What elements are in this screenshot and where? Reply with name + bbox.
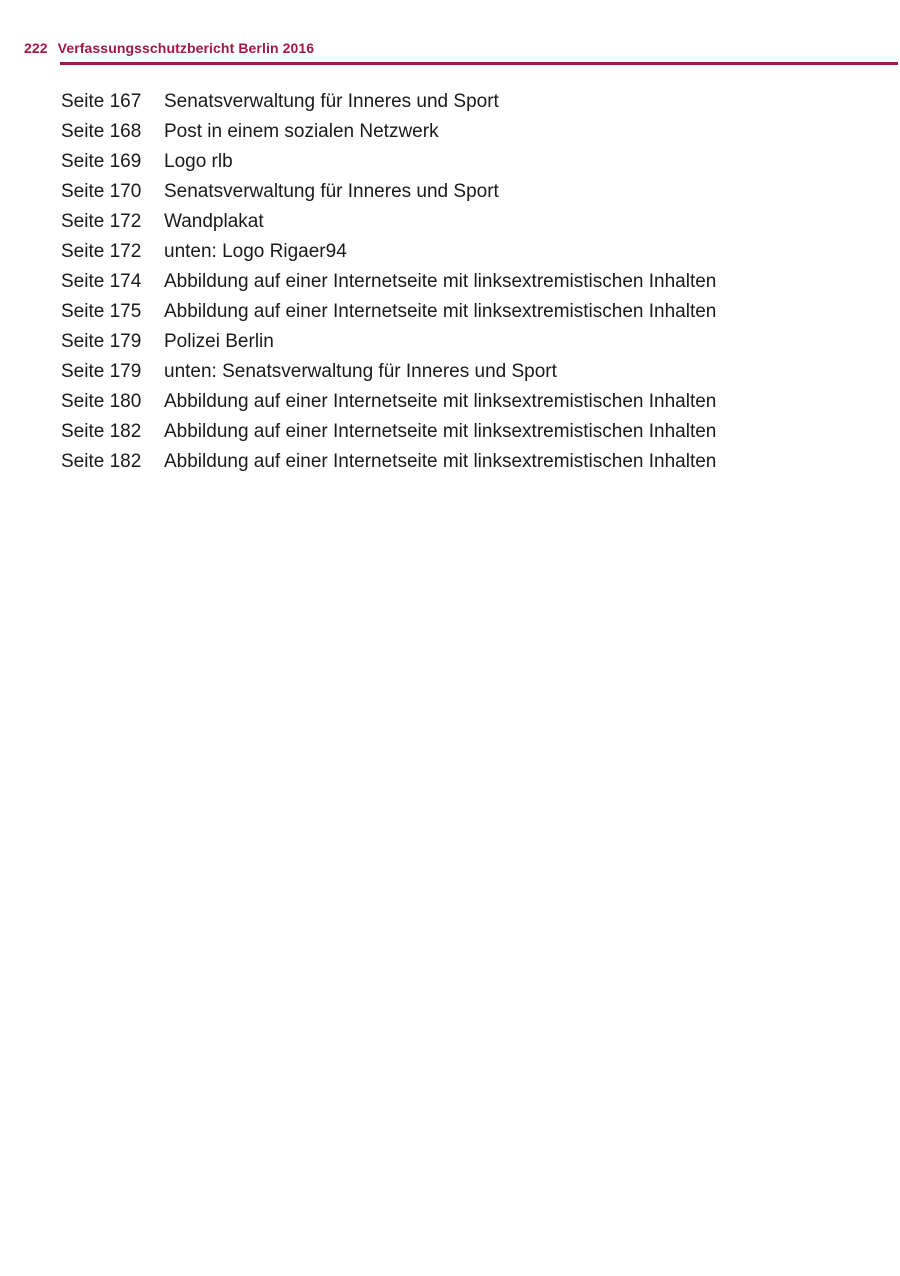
image-credits-list: [61, 87, 861, 477]
credit-row: [61, 387, 861, 417]
credit-source: Abbildung auf einer Internetseite mit linksextremistischen Inhalten: [164, 271, 717, 292]
credit-page-ref: Seite 175: [61, 301, 142, 322]
credit-page-ref: Seite 180: [61, 391, 142, 412]
credit-source: Abbildung auf einer Internetseite mit linksextremistischen Inhalten: [164, 451, 717, 472]
credit-page-ref: Seite 168: [61, 121, 142, 142]
credit-page-ref: Seite 179: [61, 331, 142, 352]
credit-row: [61, 327, 861, 357]
credit-page-ref: Seite 167: [61, 91, 142, 112]
header-text: [24, 40, 314, 56]
credit-page-ref: Seite 172: [61, 241, 142, 262]
credit-row: [61, 447, 861, 477]
credit-source: Wandplakat: [164, 211, 264, 232]
credit-source: unten: Senatsverwaltung für Inneres und Sport: [164, 361, 557, 382]
credit-page-ref: Seite 174: [61, 271, 142, 292]
credit-row: [61, 237, 861, 267]
credit-source: Post in einem sozialen Netzwerk: [164, 121, 439, 142]
credit-page-ref: Seite 169: [61, 151, 142, 172]
document-title: Verfassungsschutzbericht Berlin 2016: [57, 40, 315, 56]
header-divider: [60, 62, 898, 65]
credit-row: [61, 147, 861, 177]
credit-source: Abbildung auf einer Internetseite mit linksextremistischen Inhalten: [164, 301, 717, 322]
credit-page-ref: Seite 172: [61, 211, 142, 232]
credit-row: [61, 297, 861, 327]
credit-page-ref: Seite 179: [61, 361, 142, 382]
credit-source: unten: Logo Rigaer94: [164, 241, 347, 262]
credit-source: Senatsverwaltung für Inneres und Sport: [164, 91, 499, 112]
credit-source: Abbildung auf einer Internetseite mit linksextremistischen Inhalten: [164, 391, 717, 412]
credit-source: Senatsverwaltung für Inneres und Sport: [164, 181, 499, 202]
credit-row: [61, 417, 861, 447]
credit-row: [61, 267, 861, 297]
credit-page-ref: Seite 182: [61, 421, 142, 442]
credit-row: [61, 117, 861, 147]
credit-source: Logo rlb: [164, 151, 233, 172]
credit-row: [61, 357, 861, 387]
credit-page-ref: Seite 182: [61, 451, 142, 472]
page-number: 222: [24, 40, 48, 56]
credit-row: [61, 207, 861, 237]
credit-source: Polizei Berlin: [164, 331, 274, 352]
credit-source: Abbildung auf einer Internetseite mit linksextremistischen Inhalten: [164, 421, 717, 442]
page-header: [24, 40, 898, 66]
credit-row: [61, 177, 861, 207]
credit-page-ref: Seite 170: [61, 181, 142, 202]
credit-row: [61, 87, 861, 117]
